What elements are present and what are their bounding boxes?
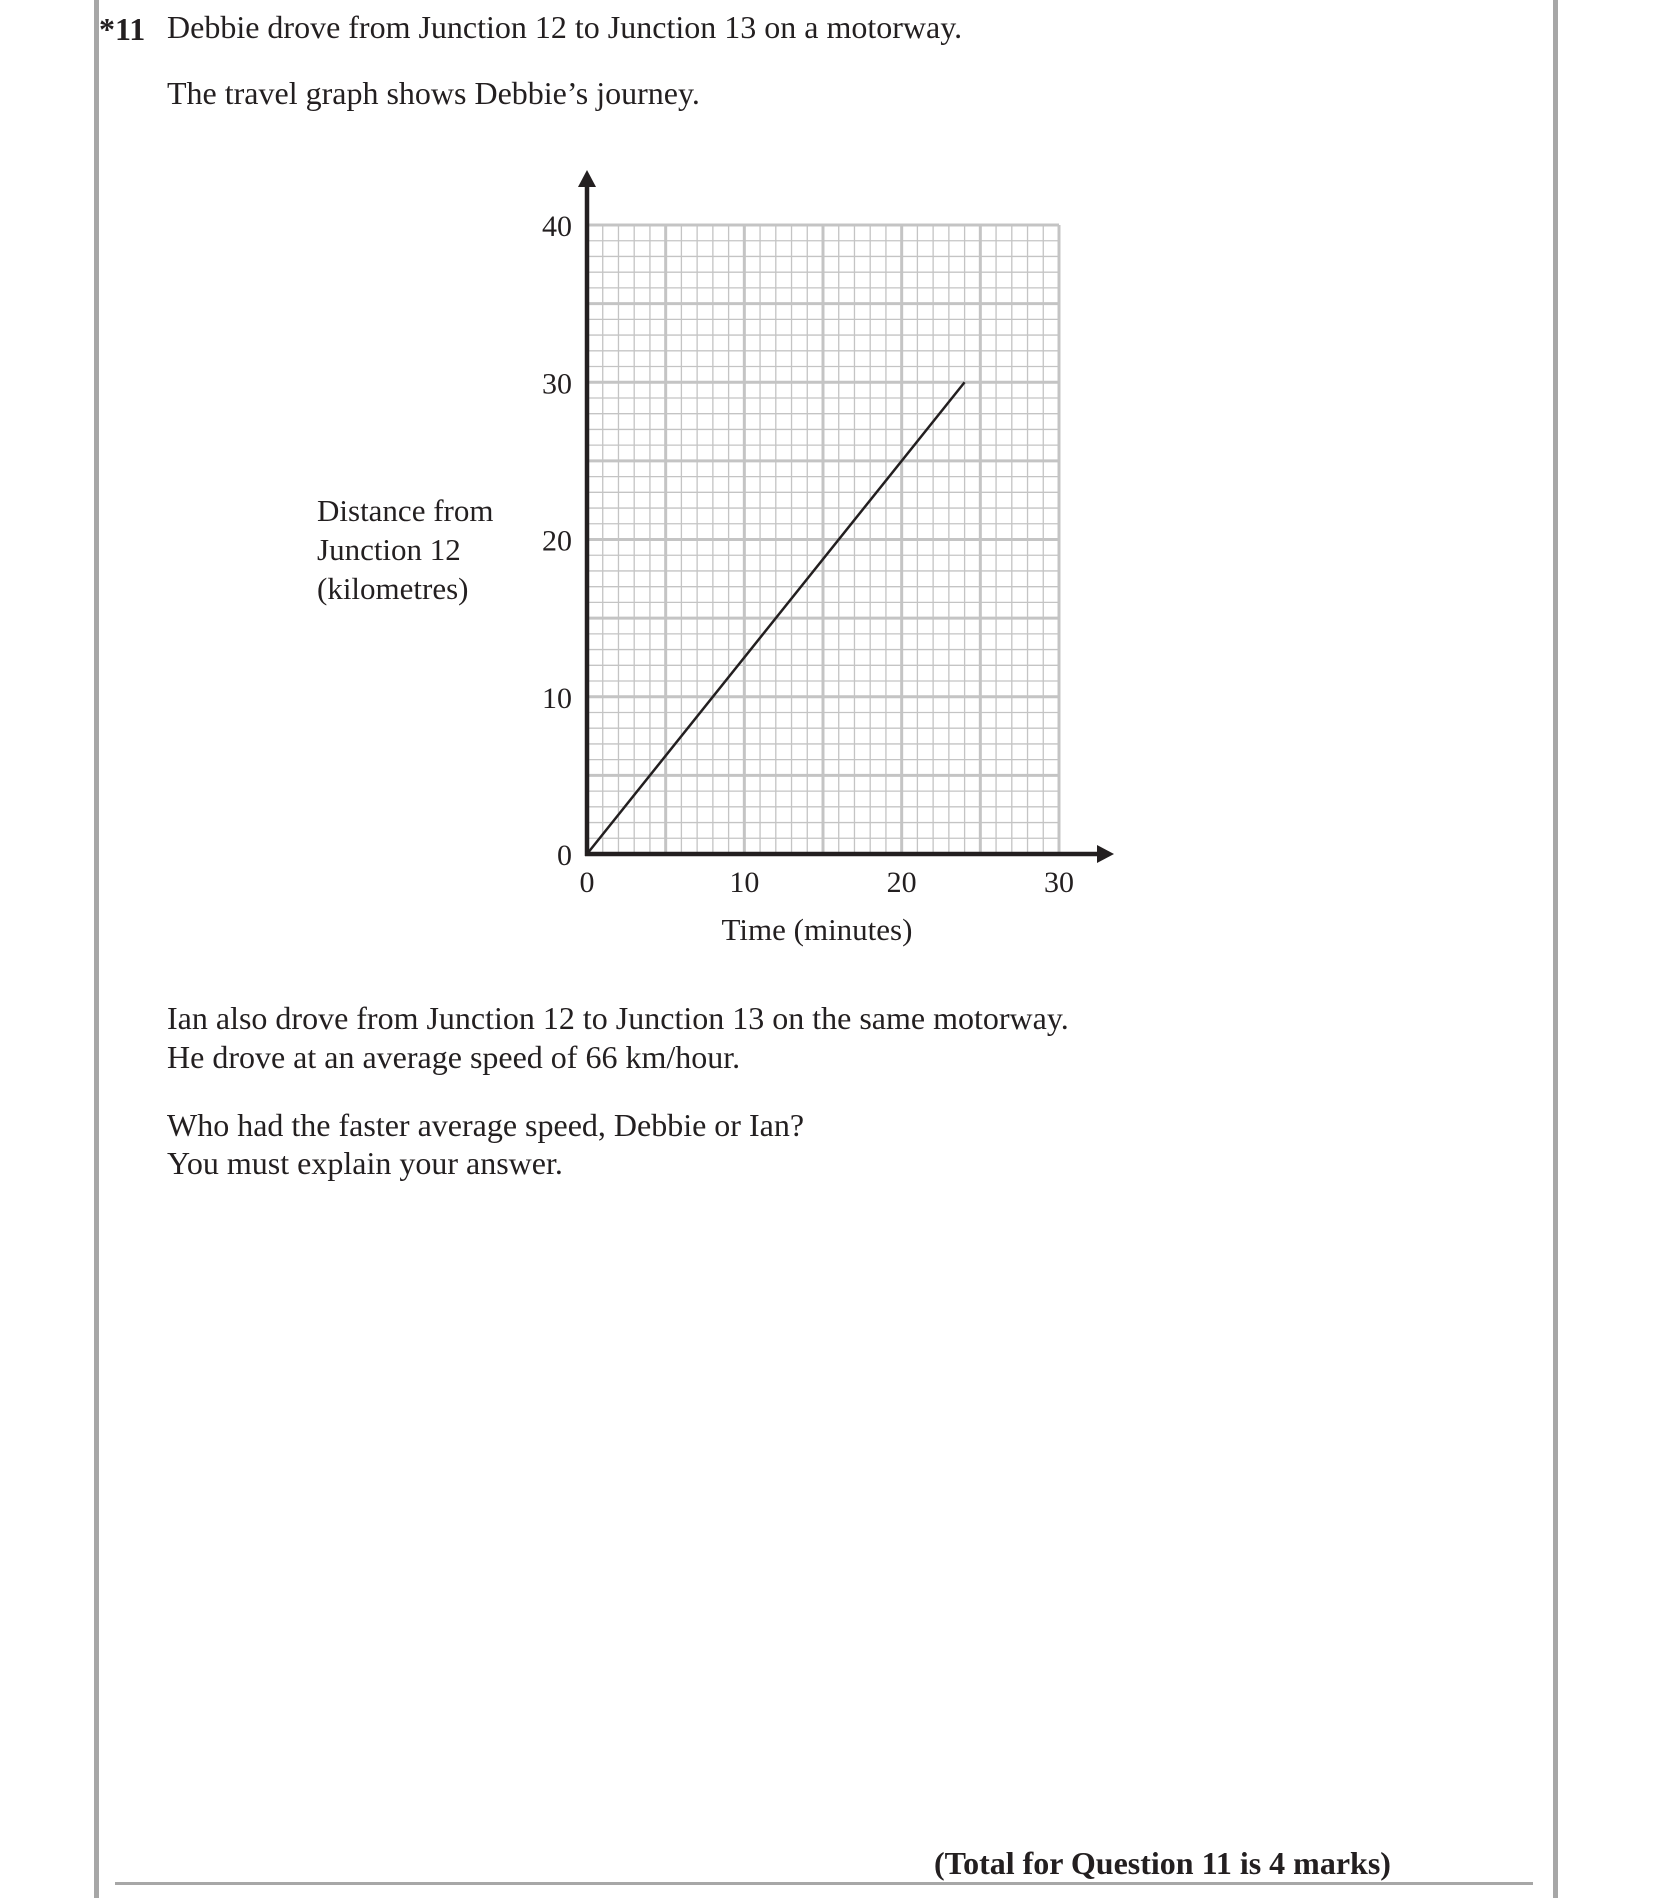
explain-instruction: You must explain your answer. (167, 1145, 563, 1181)
tick-labels-group (542, 210, 1074, 899)
bottom-rule (115, 1882, 1533, 1885)
y-axis-label-line: Junction 12 (317, 532, 461, 567)
ian-info-line: Ian also drove from Junction 12 to Junction 13 on the same motorway. (167, 1000, 1069, 1036)
question-number: *11 (99, 11, 146, 47)
y-axis-arrow-icon (578, 170, 596, 187)
graph-intro: The travel graph shows Debbie’s journey. (167, 75, 700, 111)
y-tick-label: 0 (557, 839, 572, 872)
x-axis-arrow-icon (1097, 845, 1114, 863)
total-marks: (Total for Question 11 is 4 marks) (934, 1845, 1391, 1881)
ian-speed-line: He drove at an average speed of 66 km/hour. (167, 1039, 741, 1075)
question-prompt: Who had the faster average speed, Debbie or Ian? (167, 1107, 805, 1143)
y-tick-label: 30 (542, 367, 572, 401)
x-axis-label: Time (minutes) (721, 912, 913, 947)
y-axis-label-line: (kilometres) (317, 571, 469, 606)
y-tick-label: 20 (542, 524, 572, 558)
x-tick-label: 10 (729, 866, 760, 899)
question-intro: Debbie drove from Junction 12 to Junction 13 on a motorway. (167, 9, 963, 45)
y-tick-label: 40 (542, 210, 572, 243)
y-axis-label-line: Distance from (317, 493, 494, 528)
y-tick-label: 10 (542, 681, 572, 715)
x-tick-label: 0 (579, 866, 595, 899)
x-tick-label: 30 (1044, 866, 1074, 899)
x-tick-label: 20 (886, 866, 917, 899)
